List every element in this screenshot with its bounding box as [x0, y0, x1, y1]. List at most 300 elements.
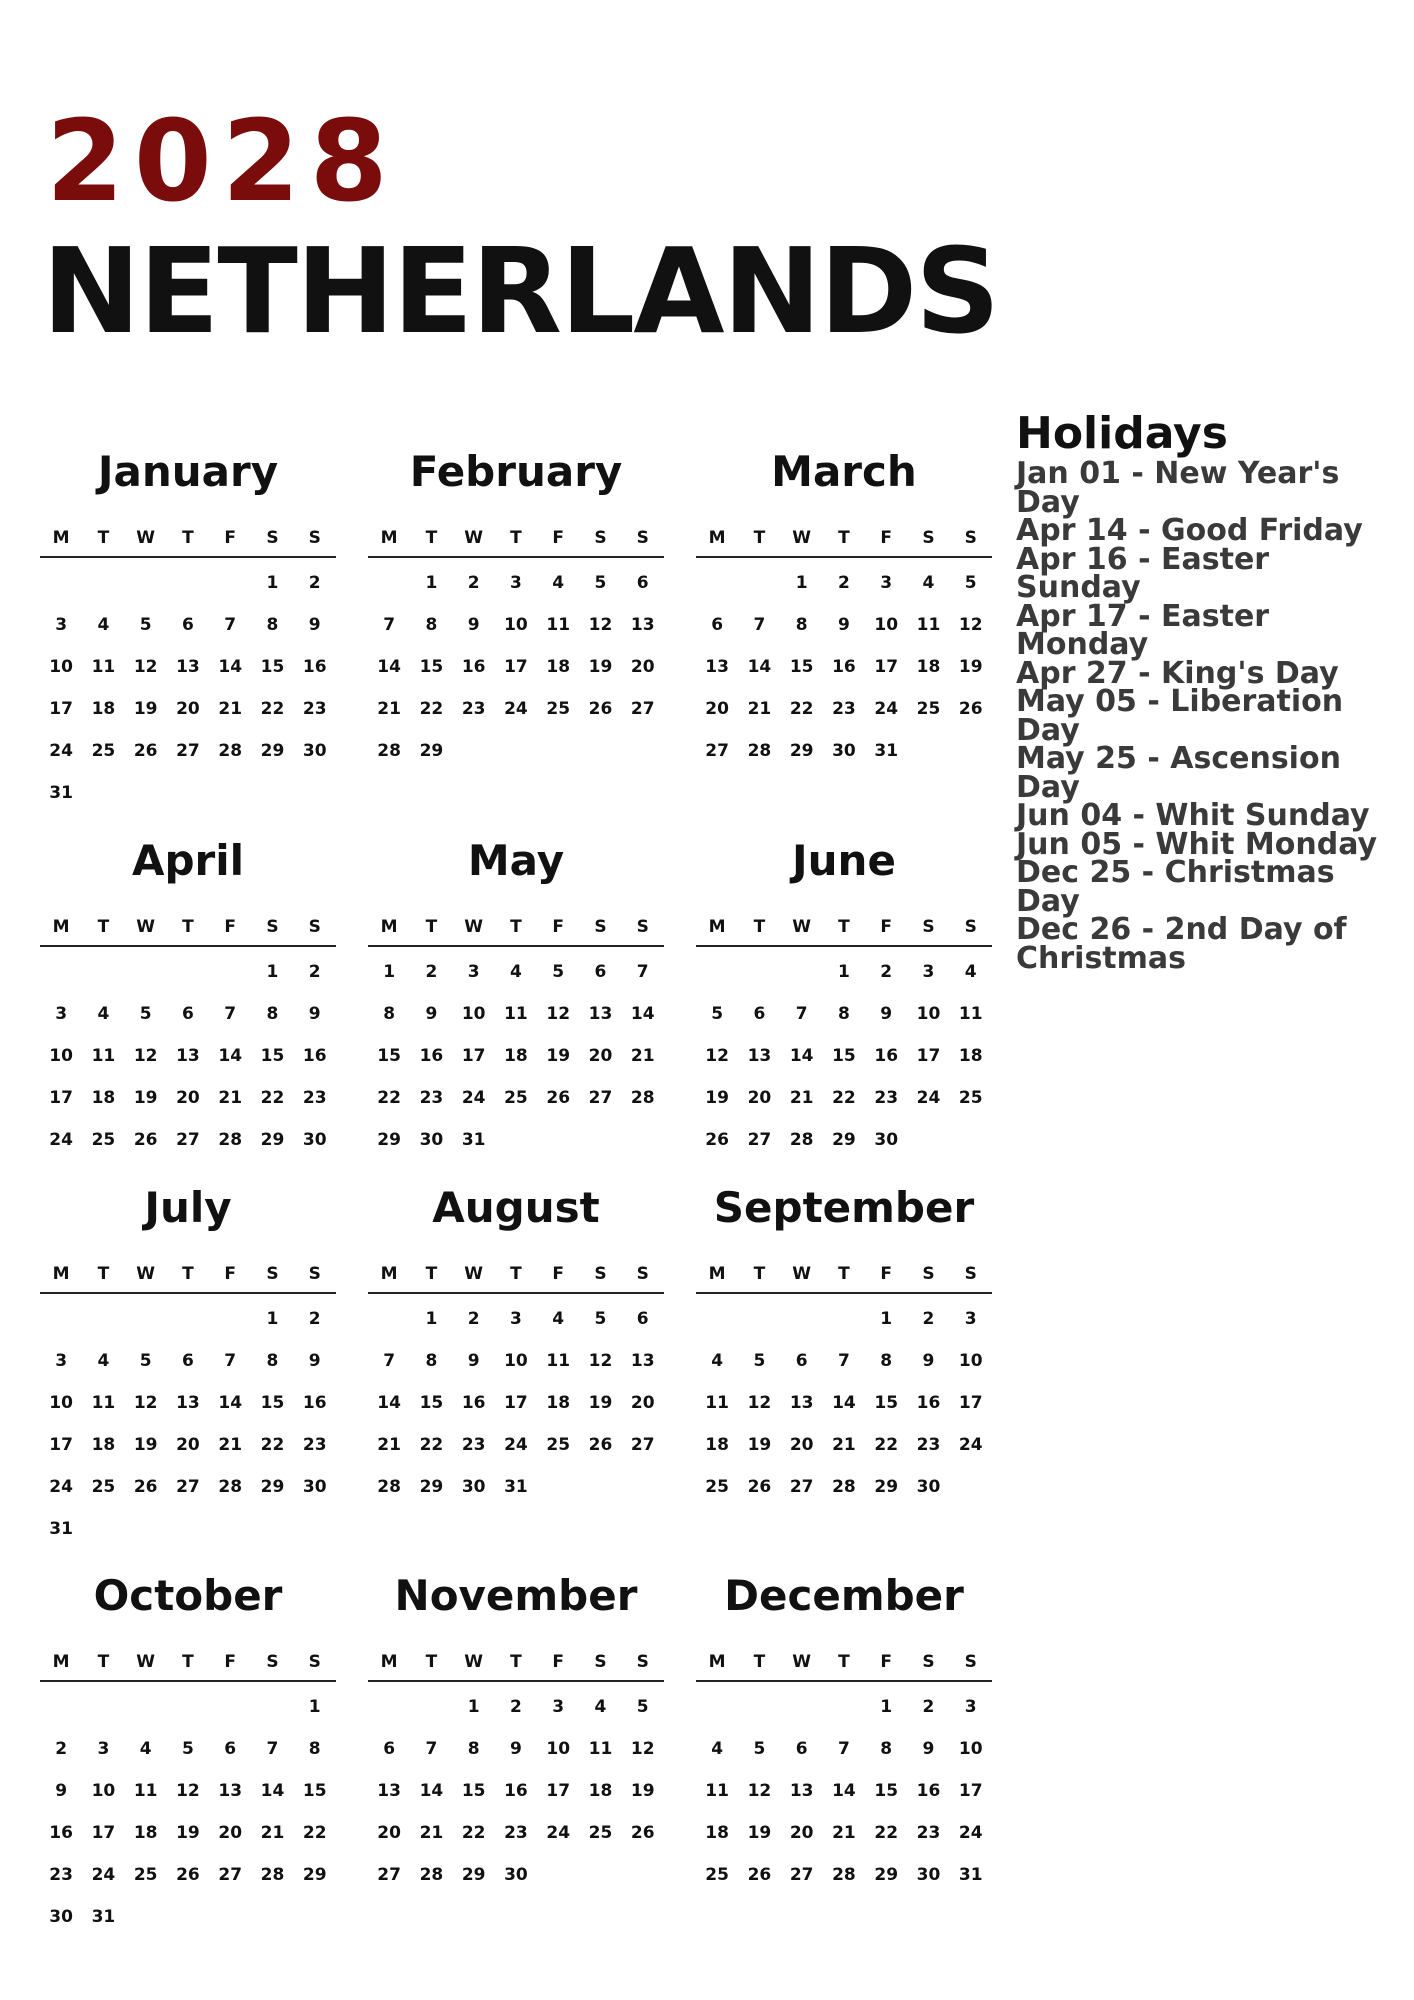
weekday-label: W — [464, 1264, 484, 1284]
day-cell: 22 — [461, 1823, 486, 1843]
day-cell: 26 — [588, 1435, 613, 1455]
day-cell: 19 — [176, 1823, 200, 1843]
day-cell: 6 — [795, 1739, 808, 1759]
weekday-label: F — [880, 528, 892, 548]
day-cell: 9 — [838, 615, 850, 635]
day-cell: 18 — [705, 1435, 729, 1455]
day-cell: 18 — [546, 1393, 571, 1413]
day-cell: 29 — [419, 741, 444, 761]
weekday-header — [40, 526, 336, 558]
day-cell: 8 — [266, 615, 279, 635]
day-cell: 13 — [630, 615, 655, 635]
day-cell: 7 — [224, 1004, 237, 1024]
day-cell: 4 — [510, 962, 522, 982]
day-cell: 23 — [504, 1823, 528, 1843]
weekday-label: S — [308, 917, 321, 937]
holiday-item: Dec 26 - 2nd Day of Christmas — [1016, 912, 1347, 976]
weekday-label: S — [636, 1264, 649, 1284]
day-cell: 3 — [55, 1004, 68, 1024]
day-cell: 9 — [510, 1739, 522, 1759]
day-cell: 26 — [546, 1088, 571, 1108]
day-cell: 4 — [711, 1351, 724, 1371]
day-cell: 1 — [383, 962, 396, 982]
day-cell: 25 — [958, 1088, 983, 1108]
day-cell: 24 — [958, 1435, 983, 1455]
day-cell: 18 — [705, 1823, 729, 1843]
weekday-label: T — [425, 1652, 438, 1672]
day-cell: 1 — [880, 1697, 893, 1717]
day-cell: 30 — [302, 741, 327, 761]
day-cell: 7 — [795, 1004, 808, 1024]
day-cell: 23 — [49, 1865, 73, 1885]
day-cell: 10 — [91, 1781, 116, 1801]
day-cell: 30 — [49, 1907, 73, 1927]
weekday-label: W — [792, 917, 812, 937]
weekday-label: S — [594, 528, 607, 548]
day-cell: 12 — [630, 1739, 655, 1759]
weekday-header — [40, 1262, 336, 1294]
day-cell: 20 — [630, 1393, 655, 1413]
day-cell: 5 — [964, 573, 977, 593]
weekday-label: F — [552, 1652, 564, 1672]
day-cell: 17 — [49, 699, 73, 719]
weekday-label: S — [964, 528, 977, 548]
day-cell: 20 — [705, 699, 729, 719]
month-name: May — [467, 836, 565, 885]
day-cell: 8 — [880, 1351, 893, 1371]
day-cell: 1 — [266, 1309, 279, 1329]
day-cell: 13 — [176, 1046, 200, 1066]
day-cell: 23 — [302, 699, 327, 719]
day-cell: 27 — [789, 1477, 814, 1497]
day-cell: 2 — [308, 962, 321, 982]
day-cell: 11 — [546, 615, 571, 635]
day-cell: 27 — [176, 1130, 200, 1150]
day-cell: 14 — [218, 657, 243, 677]
day-grid — [368, 1298, 664, 1508]
month-name: September — [713, 1183, 975, 1232]
day-cell: 3 — [97, 1739, 110, 1759]
day-cell: 13 — [789, 1393, 814, 1413]
day-cell: 15 — [260, 1046, 285, 1066]
day-cell: 6 — [636, 573, 649, 593]
weekday-label: W — [464, 917, 484, 937]
weekday-label: T — [838, 1264, 850, 1284]
day-cell: 10 — [49, 1393, 73, 1413]
day-cell: 29 — [377, 1130, 401, 1150]
day-cell: 23 — [302, 1088, 327, 1108]
day-cell: 7 — [224, 1351, 237, 1371]
day-cell: 13 — [630, 1351, 655, 1371]
day-cell: 8 — [266, 1351, 279, 1371]
day-cell: 14 — [218, 1046, 243, 1066]
day-cell: 10 — [461, 1004, 486, 1024]
day-cell: 13 — [218, 1781, 243, 1801]
day-cell: 14 — [377, 657, 401, 677]
day-cell: 3 — [964, 1697, 977, 1717]
day-cell: 22 — [832, 1088, 856, 1108]
day-cell: 6 — [636, 1309, 649, 1329]
day-cell: 28 — [218, 741, 243, 761]
day-cell: 24 — [546, 1823, 571, 1843]
day-cell: 17 — [546, 1781, 571, 1801]
day-cell: 29 — [260, 1130, 285, 1150]
weekday-label: S — [922, 1652, 935, 1672]
day-cell: 17 — [49, 1435, 73, 1455]
day-cell: 22 — [789, 699, 814, 719]
month-name: February — [409, 447, 623, 496]
weekday-label: M — [708, 917, 726, 937]
day-cell: 29 — [832, 1130, 856, 1150]
day-cell: 8 — [266, 1004, 279, 1024]
day-cell: 7 — [383, 1351, 396, 1371]
day-cell: 13 — [377, 1781, 401, 1801]
weekday-label: M — [380, 528, 398, 548]
day-cell: 13 — [176, 657, 200, 677]
day-cell: 1 — [266, 573, 279, 593]
day-cell: 20 — [789, 1435, 814, 1455]
weekday-label: T — [97, 917, 110, 937]
day-cell: 25 — [504, 1088, 528, 1108]
day-cell: 26 — [630, 1823, 655, 1843]
day-cell: 12 — [133, 657, 158, 677]
weekday-label: T — [753, 1264, 766, 1284]
day-cell: 30 — [302, 1477, 327, 1497]
day-cell: 12 — [546, 1004, 571, 1024]
day-cell: 27 — [747, 1130, 772, 1150]
day-cell: 4 — [97, 1351, 110, 1371]
day-cell: 20 — [747, 1088, 772, 1108]
day-cell: 7 — [636, 962, 649, 982]
day-cell: 16 — [916, 1781, 941, 1801]
day-cell: 2 — [838, 573, 850, 593]
day-cell: 5 — [753, 1739, 766, 1759]
day-grid — [368, 1686, 664, 1896]
day-cell: 27 — [377, 1865, 401, 1885]
day-cell: 17 — [874, 657, 899, 677]
weekday-label: S — [922, 1264, 935, 1284]
day-cell: 26 — [747, 1477, 772, 1497]
day-cell: 7 — [383, 615, 396, 635]
day-cell: 11 — [546, 1351, 571, 1371]
day-cell: 12 — [588, 1351, 613, 1371]
day-cell: 30 — [504, 1865, 528, 1885]
day-cell: 14 — [747, 657, 772, 677]
day-cell: 23 — [461, 699, 486, 719]
weekday-header — [368, 915, 664, 947]
weekday-label: S — [594, 917, 607, 937]
day-cell: 20 — [588, 1046, 613, 1066]
day-grid — [40, 562, 336, 814]
day-cell: 21 — [789, 1088, 814, 1108]
month-name: April — [131, 836, 245, 885]
day-cell: 5 — [182, 1739, 194, 1759]
holiday-item: May 05 - Liberation Day — [1016, 684, 1344, 748]
day-cell: 24 — [49, 741, 73, 761]
weekday-label: T — [182, 1264, 194, 1284]
day-cell: 24 — [49, 1477, 73, 1497]
day-cell: 28 — [377, 741, 401, 761]
day-cell: 12 — [133, 1046, 158, 1066]
day-cell: 9 — [467, 615, 480, 635]
day-cell: 17 — [958, 1393, 983, 1413]
day-cell: 14 — [832, 1781, 856, 1801]
day-cell: 26 — [133, 1130, 158, 1150]
day-cell: 30 — [419, 1130, 444, 1150]
day-cell: 29 — [419, 1477, 444, 1497]
day-cell: 11 — [588, 1739, 613, 1759]
weekday-label: S — [308, 1264, 321, 1284]
day-cell: 23 — [419, 1088, 444, 1108]
day-cell: 23 — [916, 1823, 941, 1843]
weekday-label: F — [880, 1652, 892, 1672]
day-cell: 19 — [588, 1393, 613, 1413]
day-cell: 20 — [176, 699, 200, 719]
day-cell: 6 — [383, 1739, 396, 1759]
day-cell: 8 — [308, 1739, 321, 1759]
day-cell: 28 — [218, 1130, 243, 1150]
day-cell: 6 — [711, 615, 724, 635]
day-cell: 6 — [795, 1351, 808, 1371]
day-cell: 21 — [377, 1435, 401, 1455]
day-cell: 27 — [588, 1088, 613, 1108]
weekday-header — [696, 526, 992, 558]
weekday-label: W — [792, 528, 812, 548]
day-cell: 29 — [874, 1865, 899, 1885]
day-cell: 16 — [874, 1046, 899, 1066]
day-cell: 12 — [133, 1393, 158, 1413]
day-cell: 9 — [55, 1781, 68, 1801]
weekday-label: T — [425, 528, 438, 548]
holiday-item: Jun 05 - Whit Monday — [1016, 826, 1378, 862]
day-cell: 31 — [874, 741, 899, 761]
day-cell: 20 — [176, 1435, 200, 1455]
day-cell: 9 — [308, 615, 321, 635]
weekday-label: T — [182, 1652, 194, 1672]
day-cell: 15 — [874, 1781, 899, 1801]
day-cell: 28 — [832, 1477, 856, 1497]
day-cell: 29 — [260, 1477, 285, 1497]
day-cell: 6 — [182, 1351, 194, 1371]
day-cell: 16 — [419, 1046, 444, 1066]
day-cell: 15 — [874, 1393, 899, 1413]
weekday-label: T — [838, 1652, 850, 1672]
day-grid — [696, 1686, 992, 1896]
day-cell: 12 — [747, 1393, 772, 1413]
weekday-header — [696, 915, 992, 947]
day-cell: 22 — [260, 699, 285, 719]
month-name: November — [394, 1571, 638, 1620]
day-cell: 24 — [49, 1130, 73, 1150]
weekday-label: W — [136, 1264, 156, 1284]
day-cell: 14 — [630, 1004, 655, 1024]
day-cell: 31 — [91, 1907, 116, 1927]
day-cell: 15 — [419, 1393, 444, 1413]
weekday-label: W — [464, 528, 484, 548]
day-cell: 16 — [302, 1393, 327, 1413]
day-grid — [40, 1686, 336, 1938]
holidays-panel — [1016, 408, 1386, 976]
day-cell: 13 — [588, 1004, 613, 1024]
day-cell: 4 — [964, 962, 977, 982]
day-cell: 10 — [504, 1351, 528, 1371]
day-cell: 1 — [308, 1697, 321, 1717]
day-cell: 3 — [510, 573, 522, 593]
day-cell: 4 — [552, 573, 565, 593]
day-cell: 28 — [747, 741, 772, 761]
day-cell: 12 — [588, 615, 613, 635]
day-cell: 14 — [260, 1781, 285, 1801]
day-grid — [696, 951, 992, 1161]
day-cell: 31 — [504, 1477, 528, 1497]
month-name: December — [724, 1571, 964, 1620]
day-cell: 6 — [182, 615, 194, 635]
day-cell: 1 — [880, 1309, 893, 1329]
weekday-label: M — [52, 528, 70, 548]
day-cell: 16 — [504, 1781, 528, 1801]
day-cell: 4 — [97, 615, 110, 635]
day-cell: 19 — [133, 1435, 158, 1455]
day-cell: 5 — [711, 1004, 724, 1024]
day-cell: 30 — [302, 1130, 327, 1150]
weekday-label: T — [182, 917, 194, 937]
day-cell: 21 — [218, 699, 243, 719]
day-cell: 26 — [133, 741, 158, 761]
weekday-label: F — [880, 917, 892, 937]
day-cell: 8 — [838, 1004, 850, 1024]
day-cell: 30 — [916, 1477, 941, 1497]
day-cell: 25 — [705, 1477, 729, 1497]
weekday-label: S — [636, 1652, 649, 1672]
day-cell: 21 — [218, 1435, 243, 1455]
day-cell: 15 — [832, 1046, 856, 1066]
weekday-label: S — [308, 1652, 321, 1672]
day-cell: 17 — [504, 1393, 528, 1413]
day-cell: 18 — [133, 1823, 158, 1843]
day-grid — [696, 1298, 992, 1508]
day-cell: 4 — [552, 1309, 565, 1329]
day-cell: 18 — [91, 1088, 116, 1108]
day-cell: 25 — [705, 1865, 729, 1885]
day-cell: 29 — [461, 1865, 486, 1885]
day-cell: 10 — [916, 1004, 941, 1024]
weekday-label: F — [224, 1652, 236, 1672]
day-cell: 17 — [504, 657, 528, 677]
day-cell: 23 — [302, 1435, 327, 1455]
day-cell: 1 — [266, 962, 279, 982]
weekday-label: W — [792, 1264, 812, 1284]
day-cell: 22 — [419, 1435, 444, 1455]
day-cell: 8 — [425, 615, 438, 635]
weekday-label: M — [380, 1264, 398, 1284]
day-cell: 16 — [832, 657, 856, 677]
day-cell: 19 — [133, 699, 158, 719]
day-cell: 9 — [308, 1351, 321, 1371]
day-cell: 19 — [705, 1088, 729, 1108]
day-cell: 14 — [789, 1046, 814, 1066]
day-cell: 26 — [588, 699, 613, 719]
weekday-label: M — [708, 1652, 726, 1672]
weekday-label: S — [922, 917, 935, 937]
weekday-label: F — [224, 1264, 236, 1284]
day-cell: 5 — [139, 615, 152, 635]
day-cell: 11 — [916, 615, 941, 635]
weekday-label: S — [266, 1652, 279, 1672]
day-cell: 19 — [630, 1781, 655, 1801]
day-cell: 1 — [838, 962, 850, 982]
day-cell: 15 — [260, 657, 285, 677]
day-cell: 5 — [139, 1351, 152, 1371]
weekday-label: S — [308, 528, 321, 548]
weekday-header — [368, 526, 664, 558]
holiday-item: Apr 27 - King's Day — [1016, 655, 1339, 691]
month-name: October — [93, 1571, 283, 1620]
day-cell: 23 — [874, 1088, 899, 1108]
weekday-label: W — [136, 917, 156, 937]
day-cell: 16 — [461, 1393, 486, 1413]
day-cell: 3 — [55, 615, 68, 635]
holidays-title: Holidays — [1016, 408, 1228, 459]
day-cell: 10 — [874, 615, 899, 635]
day-cell: 2 — [308, 573, 321, 593]
day-cell: 27 — [218, 1865, 243, 1885]
day-cell: 10 — [504, 615, 528, 635]
day-cell: 20 — [176, 1088, 200, 1108]
day-cell: 31 — [49, 783, 73, 803]
day-cell: 9 — [308, 1004, 321, 1024]
day-grid — [40, 1298, 336, 1550]
day-cell: 1 — [425, 1309, 438, 1329]
day-cell: 29 — [260, 741, 285, 761]
day-cell: 11 — [958, 1004, 983, 1024]
day-cell: 21 — [419, 1823, 444, 1843]
day-cell: 28 — [377, 1477, 401, 1497]
day-cell: 7 — [838, 1351, 850, 1371]
day-cell: 25 — [91, 1477, 116, 1497]
day-cell: 11 — [705, 1393, 729, 1413]
weekday-header — [40, 915, 336, 947]
day-cell: 9 — [467, 1351, 480, 1371]
day-cell: 22 — [874, 1823, 899, 1843]
day-cell: 10 — [958, 1351, 983, 1371]
day-cell: 3 — [880, 573, 893, 593]
day-cell: 20 — [377, 1823, 401, 1843]
day-cell: 28 — [218, 1477, 243, 1497]
day-cell: 7 — [224, 615, 237, 635]
day-cell: 21 — [377, 699, 401, 719]
day-cell: 21 — [832, 1435, 856, 1455]
day-cell: 1 — [425, 573, 438, 593]
day-cell: 28 — [832, 1865, 856, 1885]
day-cell: 17 — [461, 1046, 486, 1066]
weekday-label: S — [964, 1264, 977, 1284]
day-cell: 2 — [425, 962, 438, 982]
day-cell: 10 — [958, 1739, 983, 1759]
weekday-label: T — [838, 528, 850, 548]
day-cell: 25 — [546, 699, 571, 719]
day-cell: 2 — [922, 1309, 935, 1329]
day-cell: 26 — [747, 1865, 772, 1885]
weekday-label: T — [97, 1264, 110, 1284]
day-cell: 9 — [922, 1351, 935, 1371]
day-cell: 9 — [425, 1004, 438, 1024]
day-cell: 24 — [504, 1435, 528, 1455]
day-cell: 2 — [922, 1697, 935, 1717]
day-cell: 20 — [630, 657, 655, 677]
holiday-item: Apr 17 - Easter Monday — [1016, 598, 1270, 662]
day-cell: 16 — [49, 1823, 73, 1843]
holiday-item: Apr 16 - Easter Sunday — [1016, 541, 1270, 605]
